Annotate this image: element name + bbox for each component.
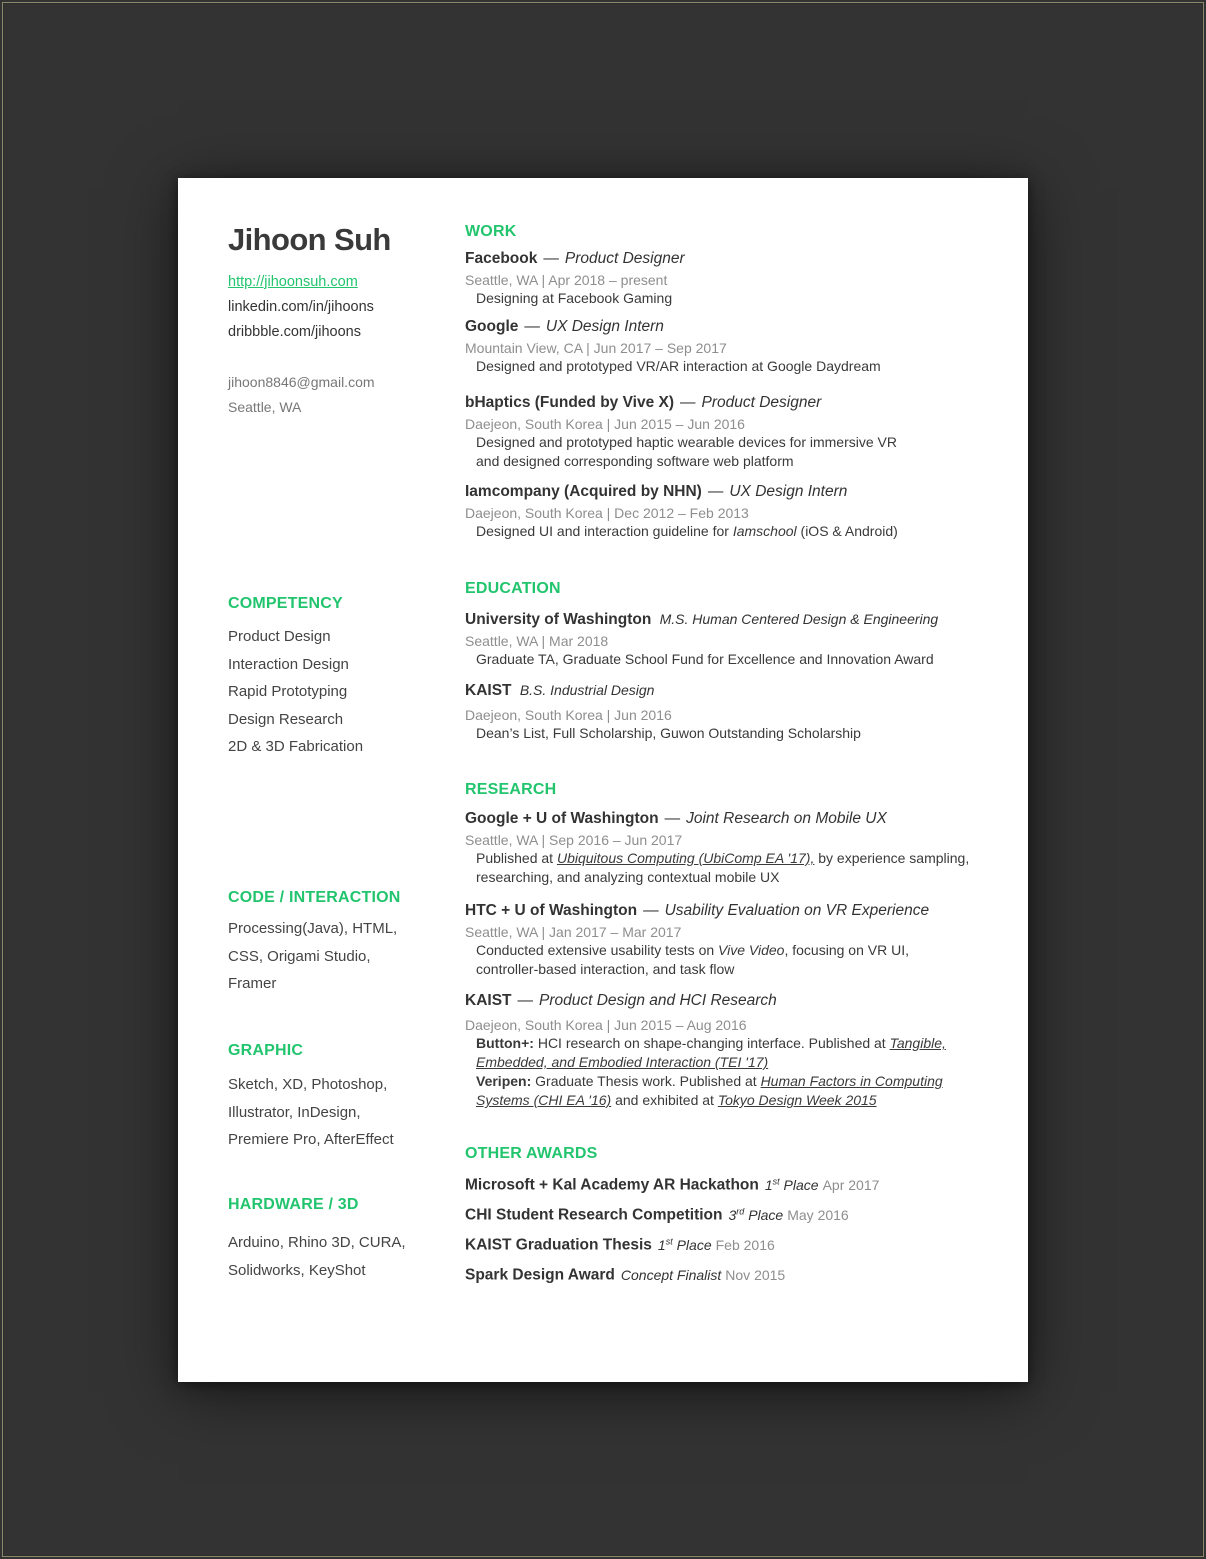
role: Joint Research on Mobile UX xyxy=(686,810,887,827)
award-name: Spark Design Award xyxy=(465,1266,615,1284)
research-entry xyxy=(465,902,995,979)
dash: — xyxy=(707,483,724,500)
award-place: Concept Finalist xyxy=(620,1266,722,1283)
competency-item: 2D & 3D Fabrication xyxy=(228,738,364,755)
dash: — xyxy=(517,992,533,1009)
desc-text: Published at xyxy=(476,850,557,866)
entry-meta: Seattle, WA | Jan 2017 – Mar 2017 xyxy=(465,924,682,940)
desc-emphasis: Iamschool xyxy=(732,523,797,539)
entry-desc: Designing at Facebook Gaming xyxy=(476,290,673,306)
code-line: Framer xyxy=(228,975,277,992)
org-name: Google + U of Washington xyxy=(465,810,659,827)
award-item xyxy=(465,1206,849,1225)
competency-item: Design Research xyxy=(228,710,344,728)
desc-line: Designed and prototyped haptic wearable devices for immersive VR xyxy=(476,434,897,450)
project-veripen xyxy=(476,1072,976,1110)
desc-text: HCI research on shape-changing interface. Published at xyxy=(533,1035,890,1051)
entry-meta: Seattle, WA | Sep 2016 – Jun 2017 xyxy=(465,832,683,848)
desc-line: and designed corresponding software web platform xyxy=(476,453,794,469)
hardware-line: Arduino, Rhino 3D, CURA, xyxy=(228,1234,406,1251)
dash: — xyxy=(524,318,540,335)
role: Product Designer xyxy=(564,250,685,267)
project-button-plus xyxy=(476,1034,976,1072)
entry-desc xyxy=(476,522,995,541)
entry-meta: Daejeon, South Korea | Jun 2015 – Jun 2016 xyxy=(465,416,745,432)
work-entry xyxy=(465,483,995,541)
award-date: Feb 2016 xyxy=(715,1236,775,1253)
graphic-heading: GRAPHIC xyxy=(228,1042,304,1059)
graphic-list xyxy=(228,1071,394,1154)
project-label: Button+: xyxy=(476,1035,534,1051)
hardware-line: Solidworks, KeyShot xyxy=(228,1261,366,1279)
role: Product Designer xyxy=(701,394,822,411)
award-place: 1st Place xyxy=(657,1236,712,1253)
graphic-line: Premiere Pro, AfterEffect xyxy=(228,1131,394,1148)
candidate-name: Jihoon Suh xyxy=(228,222,391,257)
role: Product Design and HCI Research xyxy=(539,992,777,1009)
desc-text: by experience sampling, xyxy=(814,850,970,866)
work-entry xyxy=(465,250,995,308)
education-entry xyxy=(465,611,995,669)
education-heading: EDUCATION xyxy=(465,580,561,597)
school-name: KAIST xyxy=(465,682,512,699)
competency-item: Interaction Design xyxy=(228,655,349,673)
hardware-list xyxy=(228,1229,406,1284)
competency-list xyxy=(228,623,363,761)
code-line: Processing(Java), HTML, xyxy=(228,920,398,937)
email-text: jihoon8846@gmail.com xyxy=(228,374,375,390)
dash: — xyxy=(680,394,696,411)
award-name: KAIST Graduation Thesis xyxy=(465,1236,652,1254)
research-entry xyxy=(465,810,995,887)
entry-meta: Mountain View, CA | Jun 2017 – Sep 2017 xyxy=(465,340,727,356)
competency-item: Rapid Prototyping xyxy=(228,683,348,700)
school-name: University of Washington xyxy=(465,611,652,628)
org-name: Facebook xyxy=(465,250,538,267)
code-line: CSS, Origami Studio, xyxy=(228,947,371,965)
degree: B.S. Industrial Design xyxy=(519,682,655,698)
desc-text: and exhibited at xyxy=(611,1092,718,1108)
role: UX Design Intern xyxy=(729,483,848,500)
org-name: KAIST xyxy=(465,992,512,1009)
entry-desc xyxy=(476,433,995,471)
desc-line: researching, and analyzing contextual mobile UX xyxy=(476,869,780,885)
entry-desc: Dean’s List, Full Scholarship, Guwon Outstanding Scholarship xyxy=(476,725,861,741)
award-place: 1st Place xyxy=(764,1176,819,1193)
resume-page xyxy=(178,178,1028,1382)
publication-link[interactable]: Ubiquitous Computing (UbiComp EA '17), xyxy=(556,850,815,866)
publication-link[interactable]: Human Factors in Computing Systems (CHI EA '16) xyxy=(476,1073,943,1108)
entry-desc: Graduate TA, Graduate School Fund for Excellence and Innovation Award xyxy=(476,651,934,667)
entry-meta: Seattle, WA | Apr 2018 – present xyxy=(465,272,668,288)
org-name: Iamcompany (Acquired by NHN) xyxy=(465,483,702,500)
dash: — xyxy=(643,902,659,919)
desc-text: Conducted extensive usability tests on xyxy=(476,942,719,958)
role: UX Design Intern xyxy=(545,318,664,335)
linkedin-text: linkedin.com/in/jihoons xyxy=(228,299,374,315)
project-label: Veripen: xyxy=(476,1073,532,1089)
entry-desc: Designed and prototyped VR/AR interaction at Google Daydream xyxy=(476,358,881,374)
education-entry xyxy=(465,682,995,743)
code-heading: CODE / INTERACTION xyxy=(228,889,401,906)
desc-emphasis: Vive Video xyxy=(718,942,785,958)
entry-meta: Daejeon, South Korea | Dec 2012 – Feb 2013 xyxy=(465,505,749,521)
work-entry xyxy=(465,318,995,376)
org-name: bHaptics (Funded by Vive X) xyxy=(465,394,675,411)
research-heading: RESEARCH xyxy=(465,781,557,798)
award-item xyxy=(465,1176,879,1195)
award-date: Apr 2017 xyxy=(822,1176,880,1193)
dribbble-text: dribbble.com/jihoons xyxy=(228,324,361,340)
graphic-line: Illustrator, InDesign, xyxy=(228,1103,361,1121)
research-entry xyxy=(465,992,995,1110)
award-item xyxy=(465,1236,775,1255)
dash: — xyxy=(664,810,681,827)
location-text: Seattle, WA xyxy=(228,399,302,415)
degree: M.S. Human Centered Design & Engineering xyxy=(659,611,939,627)
desc-text: Graduate Thesis work. Published at xyxy=(531,1073,761,1089)
publication-link[interactable]: Tangible, Embedded, and Embodied Interaction (TEI '17) xyxy=(476,1035,946,1070)
desc-text: , focusing on VR UI, xyxy=(784,942,909,958)
code-list xyxy=(228,915,397,998)
graphic-line: Sketch, XD, Photoshop, xyxy=(228,1076,388,1093)
award-date: May 2016 xyxy=(787,1206,849,1223)
entry-desc xyxy=(476,941,995,979)
awards-heading: OTHER AWARDS xyxy=(465,1145,598,1162)
work-entry xyxy=(465,394,995,471)
entry-meta: Daejeon, South Korea | Jun 2015 – Aug 2016 xyxy=(465,1017,747,1033)
award-date: Nov 2015 xyxy=(725,1266,786,1283)
org-name: Google xyxy=(465,318,519,335)
role: Usability Evaluation on VR Experience xyxy=(664,902,930,919)
desc-text: Designed UI and interaction guideline for xyxy=(476,523,733,539)
hardware-heading: HARDWARE / 3D xyxy=(228,1196,359,1213)
website-link[interactable]: http://jihoonsuh.com xyxy=(228,274,358,290)
competency-heading: COMPETENCY xyxy=(228,595,343,612)
competency-item: Product Design xyxy=(228,628,331,645)
work-heading: WORK xyxy=(465,223,517,240)
award-name: CHI Student Research Competition xyxy=(465,1206,723,1224)
desc-text: (iOS & Android) xyxy=(796,523,898,539)
exhibition-link[interactable]: Tokyo Design Week 2015 xyxy=(717,1092,877,1108)
entry-desc xyxy=(476,1034,976,1110)
entry-meta: Daejeon, South Korea | Jun 2016 xyxy=(465,707,672,723)
entry-desc xyxy=(476,849,995,887)
desc-line: controller-based interaction, and task flow xyxy=(476,961,735,977)
award-name: Microsoft + Kal Academy AR Hackathon xyxy=(465,1176,759,1194)
dash: — xyxy=(543,250,559,267)
award-place: 3rd Place xyxy=(728,1206,784,1223)
award-item xyxy=(465,1266,785,1285)
entry-meta: Seattle, WA | Mar 2018 xyxy=(465,633,609,649)
org-name: HTC + U of Washington xyxy=(465,902,638,919)
